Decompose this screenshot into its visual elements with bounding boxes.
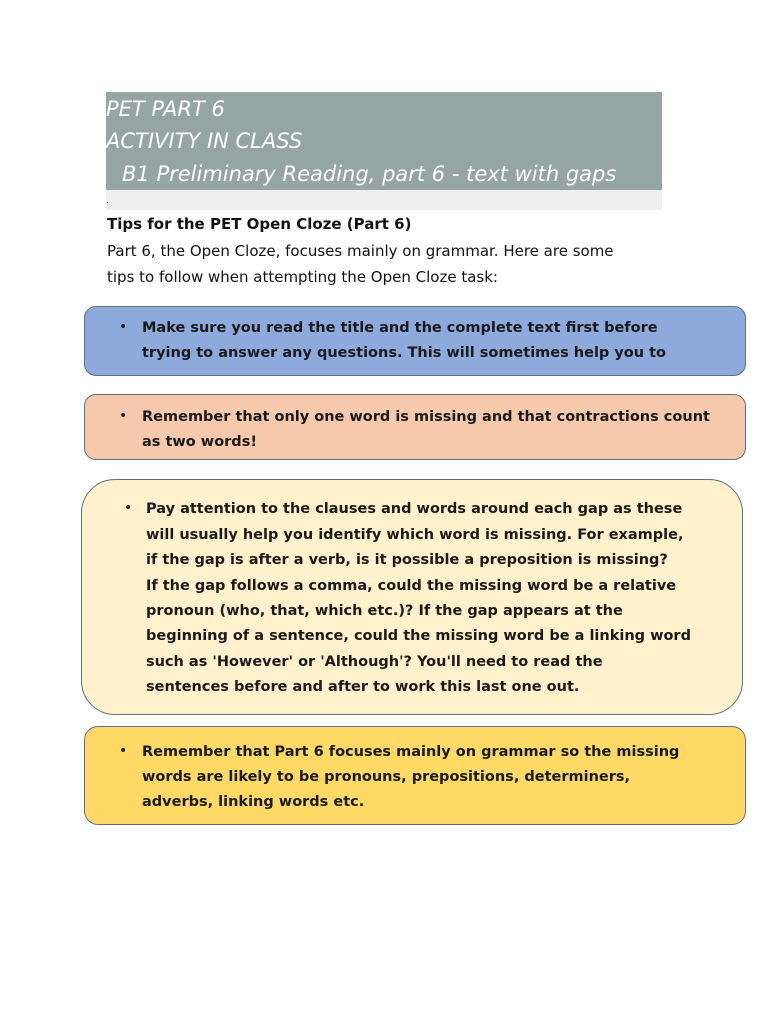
tip-line: as two words! bbox=[142, 434, 257, 450]
tip-line: sentences before and after to work this last one out. bbox=[146, 679, 580, 695]
tip-line: pronoun (who, that, which etc.)? If the gap appears at the bbox=[146, 603, 623, 619]
header-strip bbox=[106, 190, 662, 210]
intro-paragraph bbox=[107, 238, 667, 290]
header-title-part: PET PART 6 bbox=[106, 97, 225, 121]
tip-box-clauses bbox=[81, 479, 743, 715]
tip-line: such as 'However' or 'Although'? You'll need to read the bbox=[146, 654, 603, 670]
tip-line: trying to answer any questions. This will sometimes help you to bbox=[142, 345, 667, 361]
bullet-icon: • bbox=[119, 319, 128, 335]
intro-line: Part 6, the Open Cloze, focuses mainly on grammar. Here are some bbox=[107, 242, 614, 260]
tip-box-grammar bbox=[84, 726, 746, 825]
tip-line: If the gap follows a comma, could the missing word be a relative bbox=[146, 578, 677, 594]
tip-line: beginning of a sentence, could the missing word be a linking word bbox=[146, 628, 691, 644]
tips-heading: Tips for the PET Open Cloze (Part 6) bbox=[107, 215, 412, 233]
intro-line: tips to follow when attempting the Open Cloze task: bbox=[107, 268, 498, 286]
tip-line: Pay attention to the clauses and words around each gap as these bbox=[146, 501, 683, 517]
tip-line: adverbs, linking words etc. bbox=[142, 794, 365, 810]
tip-box-read-title bbox=[84, 306, 746, 376]
stray-mark: . bbox=[106, 196, 109, 206]
header-title-activity: ACTIVITY IN CLASS bbox=[106, 129, 303, 153]
tip-line: will usually help you identify which word is missing. For example, bbox=[146, 527, 684, 543]
bullet-icon: • bbox=[119, 743, 128, 759]
tip-line: Remember that only one word is missing and that contractions count bbox=[142, 409, 710, 425]
bullet-icon: • bbox=[124, 500, 133, 516]
tip-line: Make sure you read the title and the complete text first before bbox=[142, 320, 658, 336]
tip-line: if the gap is after a verb, is it possible a preposition is missing? bbox=[146, 552, 668, 568]
header-subtitle: B1 Preliminary Reading, part 6 - text with gaps bbox=[122, 162, 617, 186]
tip-line: words are likely to be pronouns, prepositions, determiners, bbox=[142, 769, 631, 785]
bullet-icon: • bbox=[119, 408, 128, 424]
tip-box-one-word bbox=[84, 394, 746, 460]
tip-line: Remember that Part 6 focuses mainly on grammar so the missing bbox=[142, 744, 680, 760]
